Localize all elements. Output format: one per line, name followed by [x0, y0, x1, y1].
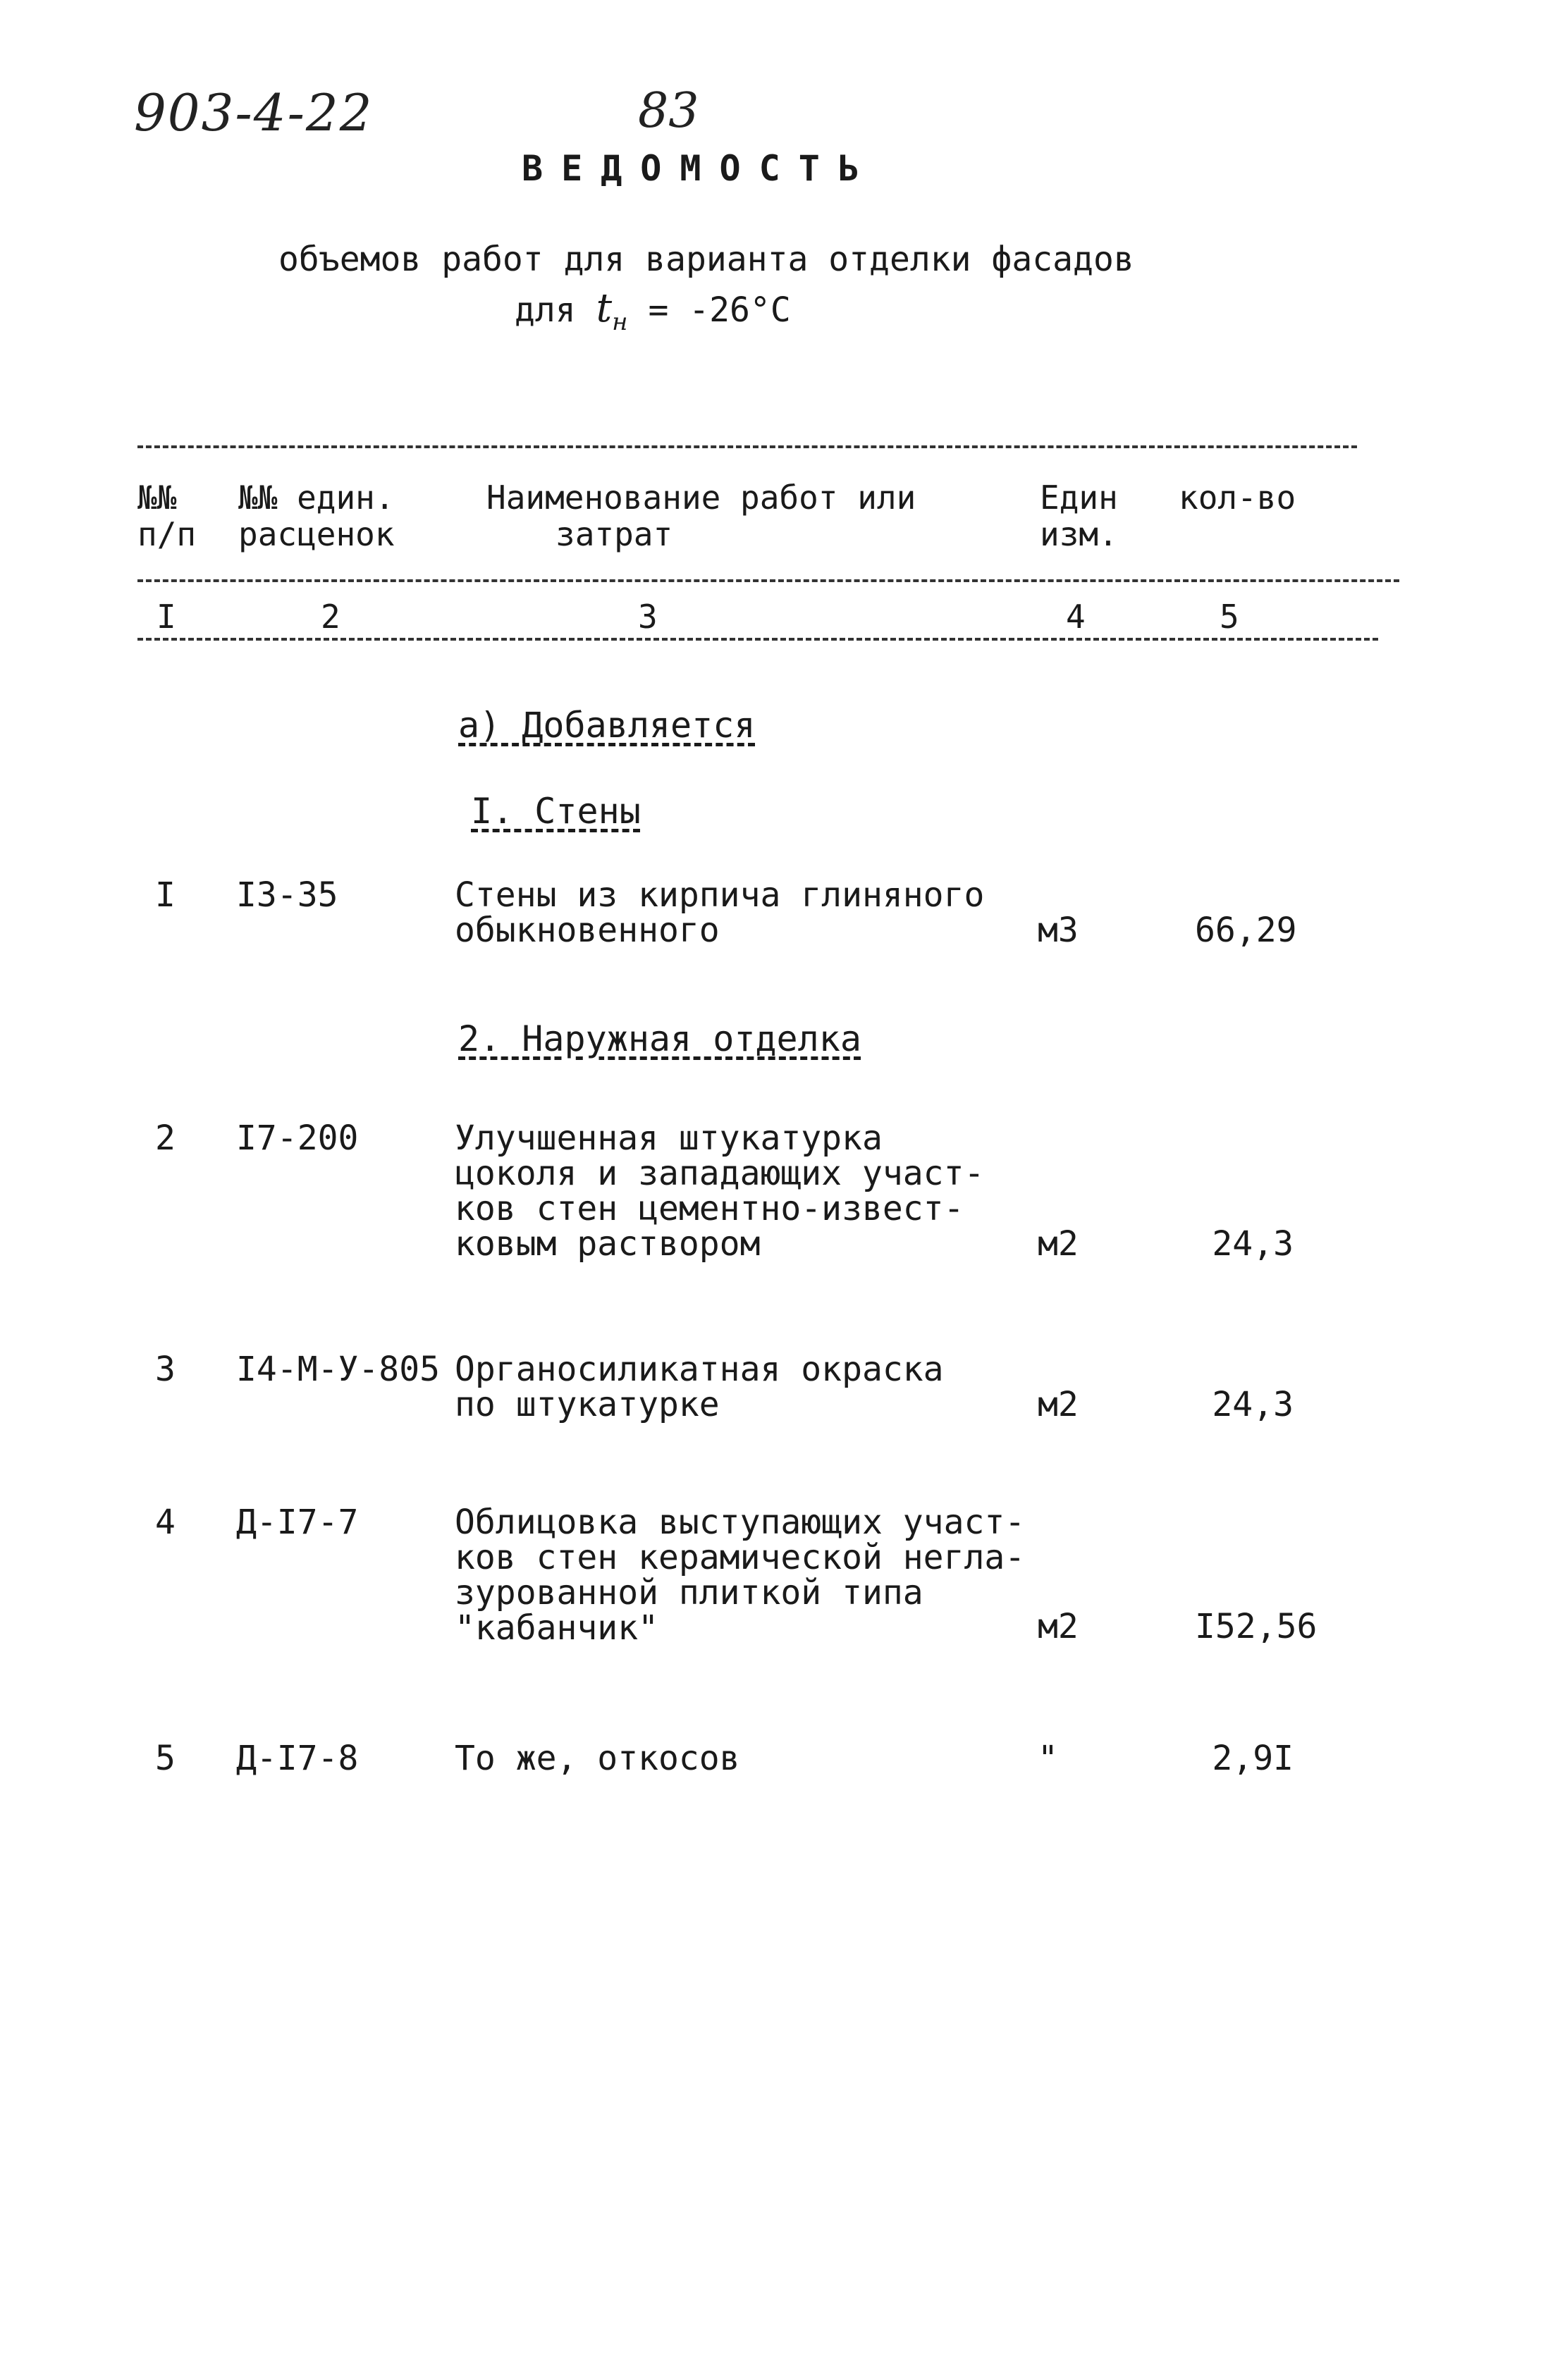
section-heading-walls: I. Стены: [471, 791, 641, 832]
column-numbers-rule: [137, 638, 1378, 641]
column-header-unit: Един изм.: [1040, 479, 1118, 553]
row-number: 2: [155, 1118, 176, 1158]
row-quantity: 2,9I: [1212, 1739, 1294, 1778]
row-rate-code: I3-35: [236, 875, 338, 915]
condition-symbol: $t_н$: [596, 285, 628, 337]
row-unit: м3: [1038, 911, 1079, 950]
row-unit: ": [1038, 1739, 1058, 1778]
page-number: 83: [638, 83, 699, 139]
row-work-name: Облицовка выступающих участ- ков стен керамической негла- зурованной плиткой типа "кабанчик": [455, 1503, 1026, 1648]
row-quantity: 24,3: [1212, 1224, 1294, 1264]
row-quantity: 66,29: [1195, 911, 1297, 950]
document-code: 903-4-22: [134, 83, 374, 142]
table-top-rule: [137, 445, 1357, 448]
column-header-quantity: кол-во: [1179, 479, 1296, 517]
row-quantity: 24,3: [1212, 1385, 1294, 1424]
row-number: 5: [155, 1739, 176, 1778]
column-number: 5: [1220, 598, 1239, 636]
temperature-condition: [515, 285, 791, 336]
section-heading-added: а) Добавляется: [458, 705, 756, 746]
column-header-number: №№ п/п: [137, 479, 197, 553]
row-rate-code: I7-200: [236, 1118, 359, 1158]
condition-value: = -26°С: [648, 290, 791, 330]
row-quantity: I52,56: [1195, 1607, 1318, 1646]
column-number: 4: [1066, 598, 1086, 636]
row-unit: м2: [1038, 1385, 1079, 1424]
document-subtitle: объемов работ для варианта отделки фасадов: [278, 240, 1134, 279]
row-number: 4: [155, 1503, 176, 1542]
row-unit: м2: [1038, 1607, 1079, 1646]
row-rate-code: Д-I7-8: [236, 1739, 359, 1778]
row-work-name: То же, откосов: [455, 1739, 740, 1778]
row-rate-code: Д-I7-7: [236, 1503, 359, 1542]
column-number: 2: [321, 598, 340, 636]
row-rate-code: I4-М-У-805: [236, 1350, 440, 1389]
row-work-name: Органосиликатная окраска по штукатурке: [455, 1350, 944, 1424]
document-title: ВЕДОМОСТЬ: [522, 148, 878, 189]
row-number: 3: [155, 1350, 176, 1389]
row-work-name: Стены из кирпича глиняного обыкновенного: [455, 875, 985, 950]
table-header-rule: [137, 579, 1399, 582]
condition-prefix: для: [515, 290, 576, 330]
column-number: I: [156, 598, 176, 636]
column-number: 3: [638, 598, 658, 636]
section-heading-exterior-finish: 2. Наружная отделка: [458, 1018, 861, 1059]
row-number: I: [155, 875, 176, 915]
row-unit: м2: [1038, 1224, 1079, 1264]
column-header-rate: №№ един. расценок: [238, 479, 395, 553]
column-header-name: Наименование работ или затрат: [486, 479, 916, 553]
row-work-name: Улучшенная штукатурка цоколя и западающих участ- ков стен цементно-извест- ковым раствором: [455, 1118, 985, 1264]
